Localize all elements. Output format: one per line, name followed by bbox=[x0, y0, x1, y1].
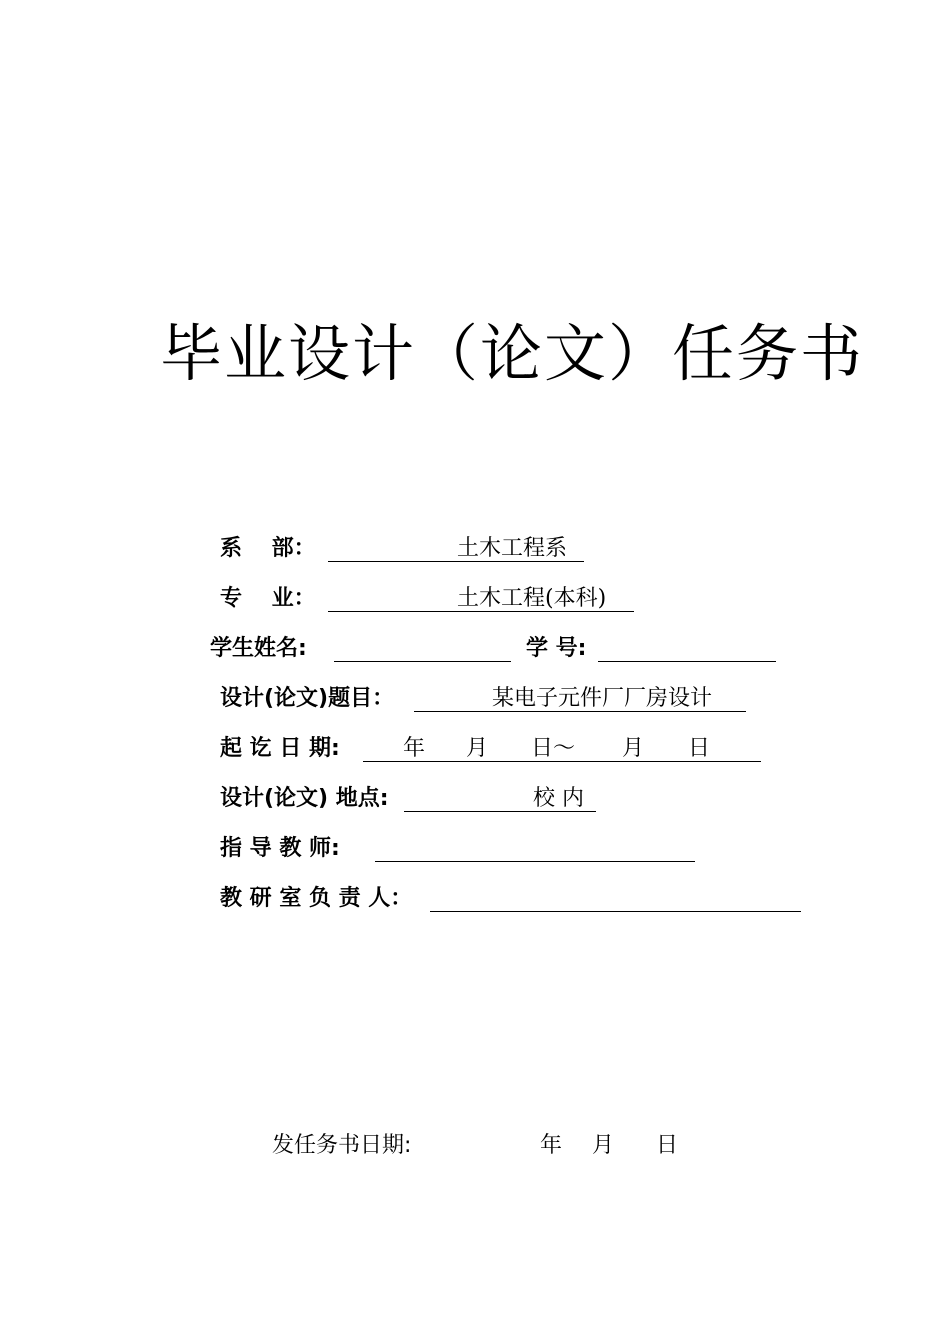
issue-date-label: 发任务书日期: bbox=[272, 1133, 412, 1158]
department-value: 土木工程系 bbox=[457, 536, 568, 561]
major-row bbox=[0, 583, 950, 615]
lab-head-row bbox=[0, 883, 950, 915]
issue-date-day: 日 bbox=[656, 1133, 679, 1158]
advisor-row bbox=[0, 833, 950, 865]
issue-date-month: 月 bbox=[592, 1133, 615, 1158]
issue-date-year: 年 bbox=[540, 1133, 563, 1158]
location-label: 设计(论文) 地点: bbox=[220, 786, 389, 811]
dates-year: 年 bbox=[403, 736, 426, 761]
student-name-label: 学生姓名: bbox=[210, 636, 307, 661]
lab-head-label: 教 研 室 负 责 人： bbox=[220, 886, 413, 911]
student-name-underline bbox=[334, 661, 511, 662]
major-value: 土木工程(本科) bbox=[457, 586, 607, 611]
dates-row bbox=[0, 733, 950, 765]
topic-row bbox=[0, 683, 950, 715]
advisor-label: 指 导 教 师: bbox=[220, 836, 340, 861]
topic-label: 设计(论文)题目： bbox=[220, 686, 395, 711]
issue-date-row bbox=[0, 1130, 950, 1162]
major-label: 专 业： bbox=[220, 586, 316, 611]
student-id-underline bbox=[598, 661, 776, 662]
location-row bbox=[0, 783, 950, 815]
lab-head-underline bbox=[430, 911, 801, 912]
advisor-underline bbox=[375, 861, 695, 862]
student-row bbox=[0, 633, 950, 665]
document-title: 毕业设计（论文）任务书 bbox=[160, 317, 865, 390]
topic-value: 某电子元件厂厂房设计 bbox=[492, 686, 713, 711]
dates-day-start: 日～ bbox=[531, 736, 576, 761]
dates-label: 起 讫 日 期: bbox=[220, 736, 340, 761]
dates-month-start: 月 bbox=[466, 736, 489, 761]
location-value: 校 内 bbox=[533, 786, 584, 811]
student-id-label: 学 号: bbox=[526, 636, 587, 661]
department-label: 系 部： bbox=[220, 536, 316, 561]
dates-day-end: 日 bbox=[688, 736, 711, 761]
dates-month-end: 月 bbox=[622, 736, 645, 761]
department-row bbox=[0, 533, 950, 565]
